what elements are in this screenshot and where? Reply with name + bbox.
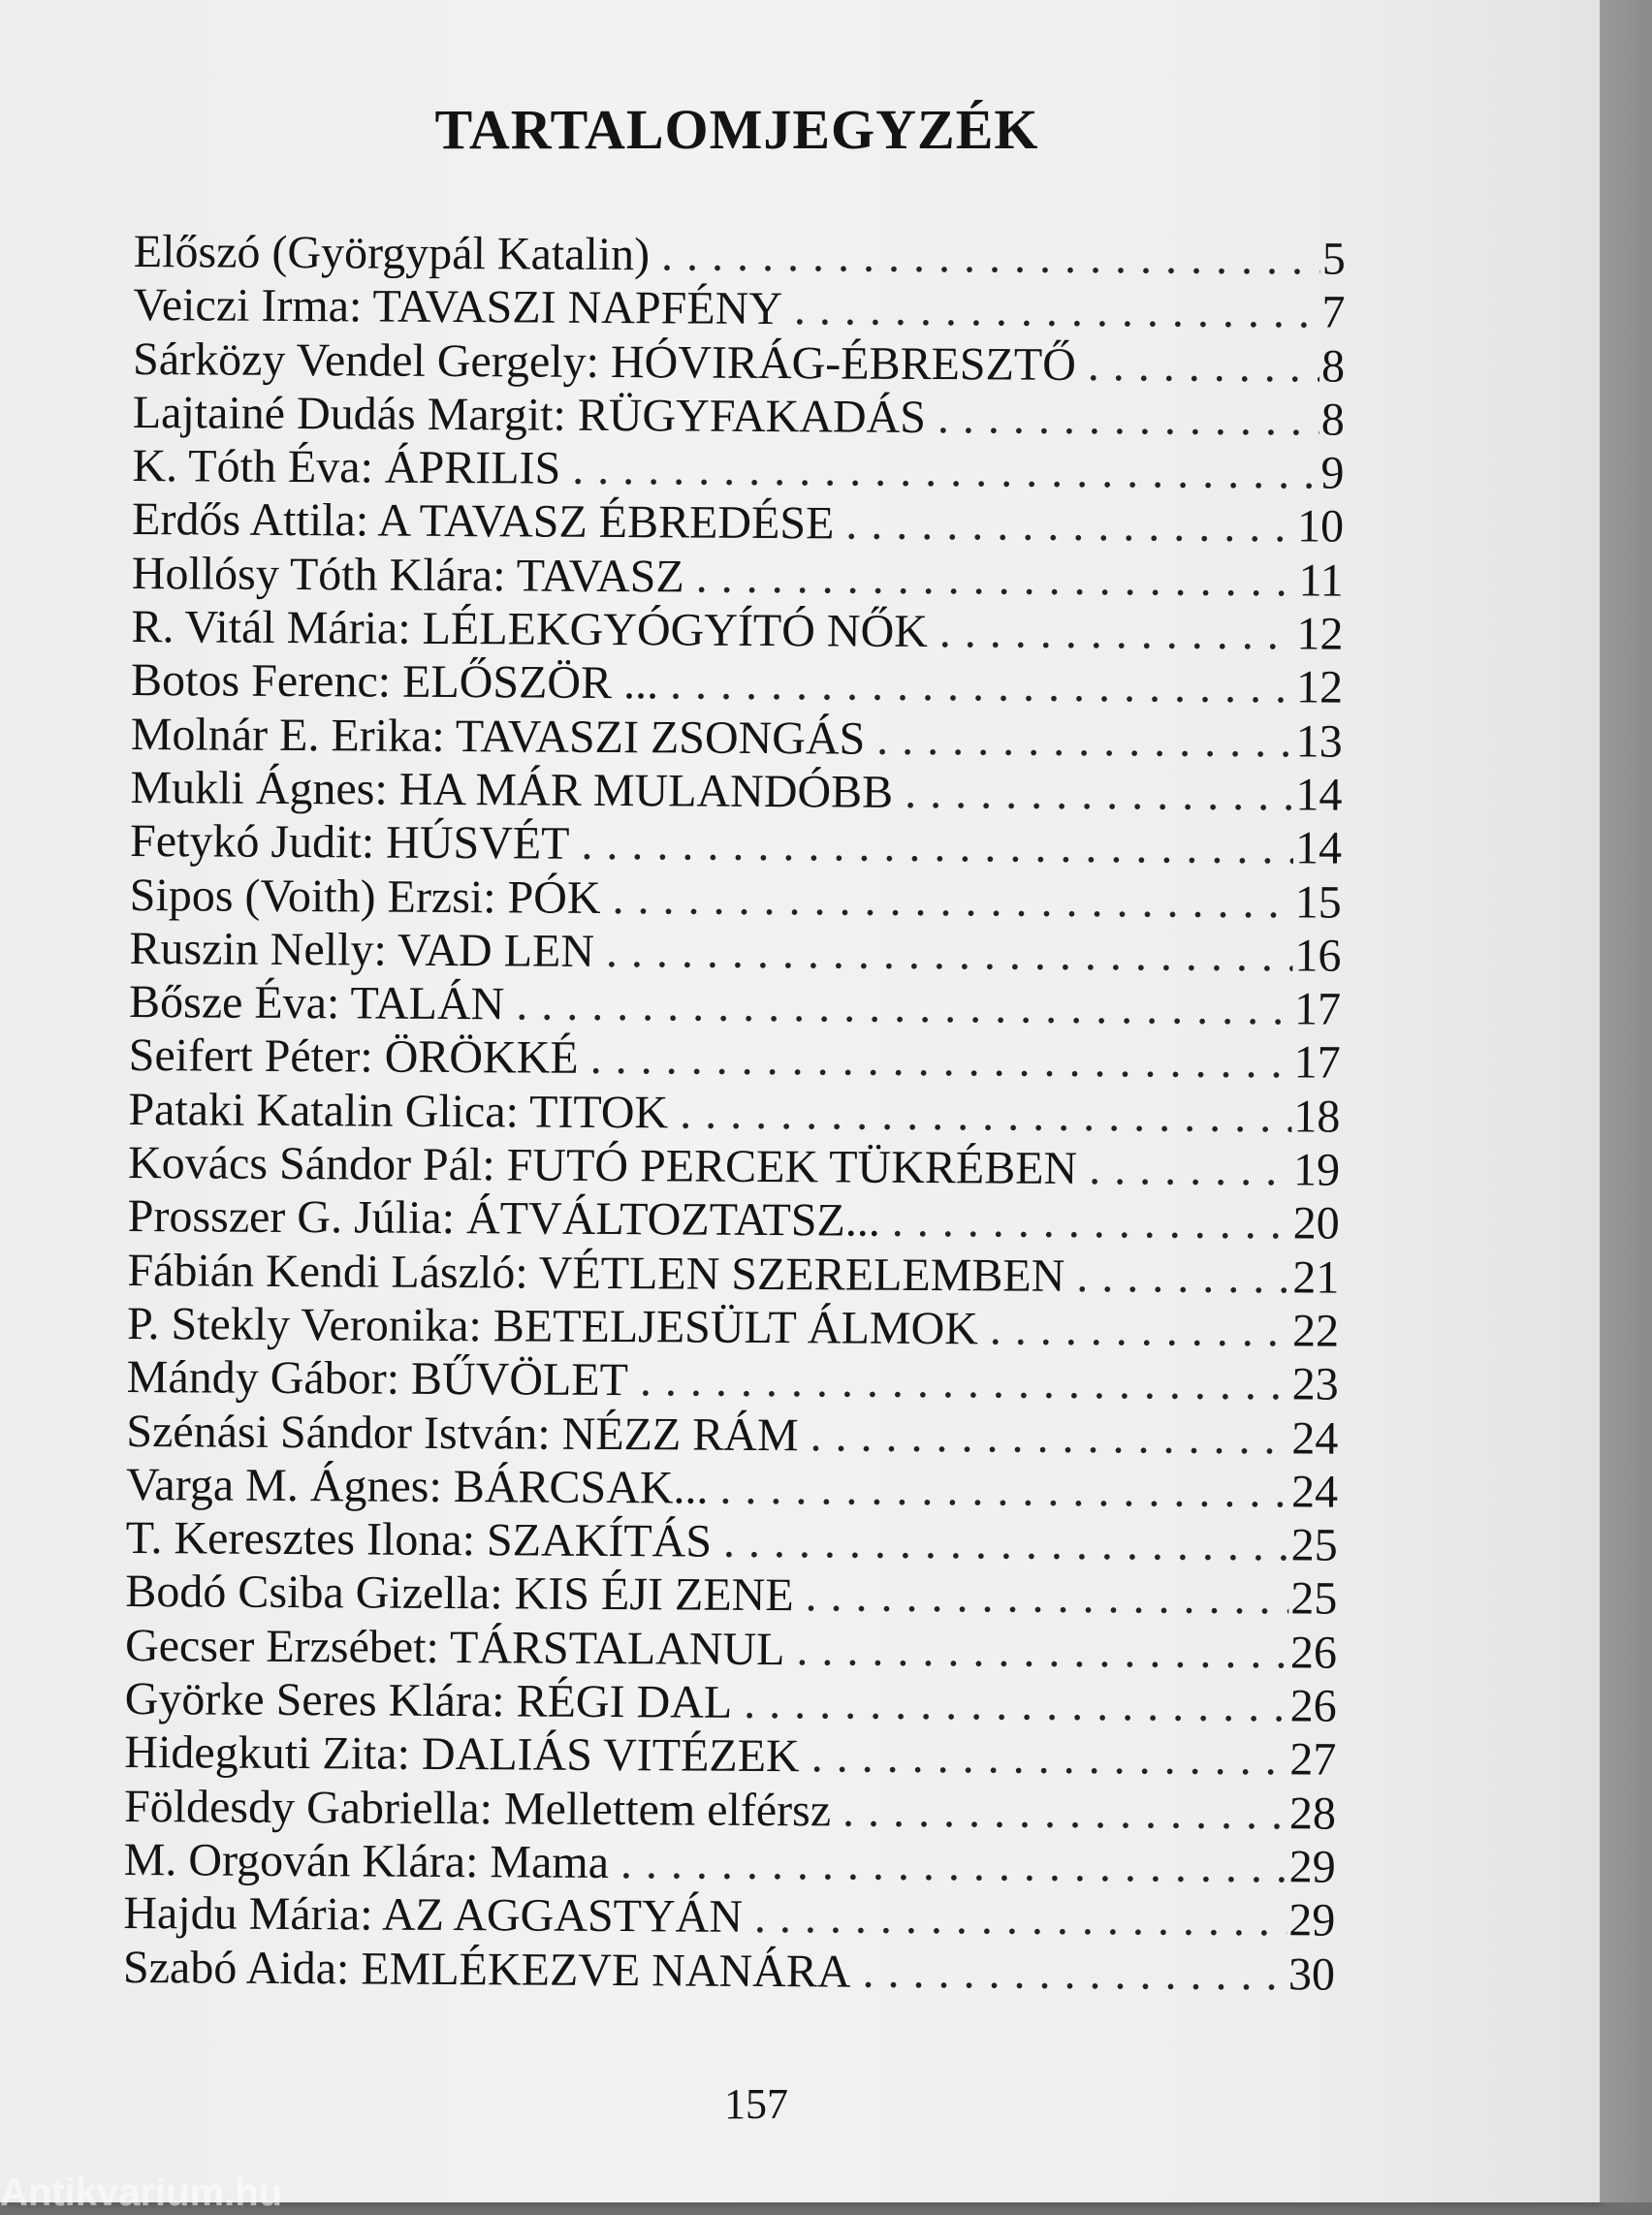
toc-entry-title: Erdős Attila: A TAVASZ ÉBREDÉSE <box>131 493 835 550</box>
toc-entry-page: 25 <box>1290 1519 1338 1571</box>
toc-dot-leader <box>1089 1142 1291 1197</box>
toc-dot-leader <box>723 1515 1289 1572</box>
toc-entry-title: M. Orgován Klára: Mama <box>123 1833 610 1888</box>
toc-entry-page: 30 <box>1287 1947 1336 2001</box>
toc-entry <box>130 761 1342 822</box>
toc-entry <box>125 1619 1337 1680</box>
toc-entry <box>129 1028 1341 1090</box>
toc-entry <box>128 1136 1340 1197</box>
toc-entry-page: 14 <box>1294 822 1343 874</box>
toc-entry <box>132 492 1344 554</box>
toc-dot-leader <box>744 1676 1288 1733</box>
toc-dot-leader <box>842 1784 1287 1840</box>
toc-dot-leader <box>640 1353 1290 1410</box>
toc-entry-title: Fetykó Judit: HÚSVÉT <box>129 815 570 870</box>
toc-entry-page: 22 <box>1291 1305 1340 1357</box>
toc-entry-page: 8 <box>1320 394 1345 446</box>
toc-entry-page: 26 <box>1289 1680 1337 1732</box>
toc-entry <box>123 1886 1335 1947</box>
toc-entry-page: 18 <box>1293 1091 1341 1143</box>
toc-entry-page: 24 <box>1290 1466 1339 1518</box>
toc-entry-title: Veiczi Irma: TAVASZI NAPFÉNY <box>133 279 783 335</box>
toc-entry-title: K. Tóth Éva: ÁPRILIS <box>132 440 561 494</box>
toc-entry <box>133 278 1345 339</box>
toc-entry <box>132 547 1344 608</box>
toc-dot-leader <box>794 282 1320 339</box>
toc-entry <box>133 332 1345 394</box>
toc-entry-title: Hollósy Tóth Klára: TAVASZ <box>131 547 684 603</box>
toc-entry-title: P. Stekly Veronika: BETELJESÜLT ÁLMOK <box>126 1297 979 1355</box>
toc-dot-leader <box>572 442 1319 500</box>
toc-entry <box>125 1672 1337 1733</box>
toc-dot-leader <box>811 1730 1288 1787</box>
toc-entry-title: T. Keresztes Ilona: SZAKÍTÁS <box>125 1512 713 1567</box>
toc-entry-title: Sárközy Vendel Gergely: HÓVIRÁG-ÉBRESZTŐ <box>132 332 1077 391</box>
toc-entry <box>131 708 1343 769</box>
toc-entry-page: 27 <box>1289 1733 1337 1786</box>
toc-dot-leader <box>612 871 1293 930</box>
toc-entry-title: Botos Ferenc: ELŐSZÖR ... <box>130 654 659 710</box>
toc-entry <box>128 1083 1340 1144</box>
toc-dot-leader <box>937 391 1319 447</box>
toc-dot-leader <box>1088 338 1320 394</box>
toc-dot-leader <box>680 1086 1292 1143</box>
toc-entry <box>127 1297 1339 1358</box>
toc-entry-title: Fábián Kendi László: VÉTLEN SZERELEMBEN <box>127 1244 1065 1302</box>
toc-entry-page: 17 <box>1293 1036 1341 1090</box>
toc-entry-title: R. Vitál Mária: LÉLEKGYÓGYÍTÓ NŐK <box>131 601 929 658</box>
toc-entry <box>130 814 1342 875</box>
toc-entry-page: 26 <box>1289 1627 1338 1679</box>
toc-entry <box>129 922 1341 983</box>
toc-entry-page: 17 <box>1293 983 1342 1035</box>
table-of-contents <box>123 225 1346 2001</box>
toc-entry-page: 28 <box>1288 1787 1337 1840</box>
toc-entry-title: Mándy Gábor: BŰVÖLET <box>126 1351 629 1407</box>
toc-dot-leader <box>805 1569 1288 1626</box>
toc-entry-page: 7 <box>1321 286 1346 338</box>
toc-dot-leader <box>661 228 1320 285</box>
watermark: Antikvarium.hu <box>0 2171 283 2214</box>
toc-entry-page: 11 <box>1298 554 1344 607</box>
toc-entry-page: 23 <box>1291 1358 1339 1410</box>
toc-entry <box>128 1189 1340 1250</box>
toc-entry-page: 19 <box>1292 1144 1341 1196</box>
toc-entry-title: Földesdy Gabriella: Mellettem elférsz <box>123 1780 832 1837</box>
toc-entry-page: 8 <box>1320 340 1346 393</box>
toc-entry-title: Hidegkuti Zita: DALIÁS VITÉZEK <box>124 1726 800 1783</box>
toc-dot-leader <box>862 1945 1287 2001</box>
toc-dot-leader <box>1076 1250 1290 1305</box>
toc-dot-leader <box>905 766 1294 822</box>
toc-dot-leader <box>581 817 1293 875</box>
toc-entry-title: Szabó Aida: EMLÉKEZVE NANÁRA <box>122 1941 851 1998</box>
toc-entry-page: 29 <box>1288 1894 1336 1946</box>
toc-entry <box>126 1405 1338 1466</box>
toc-dot-leader <box>796 1623 1288 1679</box>
toc-entry-title: Pataki Katalin Glica: TITOK <box>128 1083 669 1139</box>
toc-entry <box>130 869 1342 930</box>
toc-dot-leader <box>620 1836 1287 1893</box>
toc-dot-leader <box>810 1408 1289 1465</box>
toc-entry-title: Molnár E. Erika: TAVASZI ZSONGÁS <box>130 708 866 765</box>
toc-entry <box>124 1725 1336 1787</box>
toc-dot-leader <box>719 1462 1289 1519</box>
toc-dot-leader <box>516 978 1292 1036</box>
toc-entry-page: 25 <box>1290 1572 1338 1626</box>
toc-entry <box>124 1833 1336 1894</box>
toc-entry-title: Györke Seres Klára: RÉGI DAL <box>124 1672 733 1728</box>
toc-entry-page: 13 <box>1295 715 1343 768</box>
toc-entry-title: Hajdu Mária: AZ AGGASTYÁN <box>123 1887 744 1944</box>
toc-entry <box>131 600 1343 661</box>
toc-entry <box>134 225 1346 286</box>
toc-dot-leader <box>892 1194 1291 1250</box>
toc-dot-leader <box>606 925 1293 983</box>
toc-entry-title: Lajtainé Dudás Margit: RÜGYFAKADÁS <box>132 386 927 443</box>
toc-entry-page: 20 <box>1292 1197 1340 1250</box>
toc-entry-title: Prosszer G. Júlia: ÁTVÁLTOZTATSZ... <box>127 1190 881 1248</box>
toc-dot-leader <box>845 497 1295 554</box>
toc-entry-page: 16 <box>1294 930 1342 982</box>
toc-entry <box>126 1511 1338 1572</box>
toc-dot-leader <box>990 1302 1291 1357</box>
toc-entry-page: 12 <box>1296 608 1344 660</box>
toc-entry <box>132 439 1344 500</box>
toc-entry <box>127 1350 1339 1411</box>
toc-entry-title: Ruszin Nelly: VAD LEN <box>129 922 595 977</box>
toc-entry-title: Gecser Erzsébet: TÁRSTALANUL <box>124 1619 785 1675</box>
toc-dot-leader <box>670 657 1294 714</box>
toc-dot-leader <box>589 1031 1291 1090</box>
toc-entry <box>125 1565 1337 1626</box>
toc-entry-page: 21 <box>1292 1250 1340 1304</box>
toc-entry-title: Bodó Csiba Gizella: KIS ÉJI ZENE <box>125 1566 794 1622</box>
toc-entry-title: Bősze Éva: TALÁN <box>128 976 505 1030</box>
toc-entry <box>129 975 1341 1036</box>
toc-entry-page: 12 <box>1295 661 1344 714</box>
toc-entry-title: Sipos (Voith) Erzsi: PÓK <box>129 869 601 924</box>
toc-entry-page: 24 <box>1291 1411 1339 1465</box>
toc-entry <box>127 1244 1339 1305</box>
toc-entry-title: Mukli Ágnes: HA MÁR MULANDÓBB <box>130 761 894 818</box>
toc-entry-page: 10 <box>1296 500 1345 554</box>
next-page-edge <box>1600 0 1652 2202</box>
toc-entry <box>133 386 1345 447</box>
toc-entry-title: Kovács Sándor Pál: FUTÓ PERCEK TÜKRÉBEN <box>127 1137 1078 1195</box>
toc-entry-title: Seifert Péter: ÖRÖKKÉ <box>128 1029 579 1085</box>
toc-dot-leader <box>939 605 1295 661</box>
toc-entry <box>131 653 1343 714</box>
toc-entry-title: Szénási Sándor István: NÉZZ RÁM <box>126 1405 799 1461</box>
page-number: 157 <box>724 2080 788 2128</box>
toc-dot-leader <box>876 712 1294 768</box>
toc-dot-leader <box>754 1890 1287 1947</box>
toc-entry <box>124 1780 1336 1841</box>
toc-entry-page: 29 <box>1288 1841 1336 1893</box>
toc-entry-title: Varga M. Ágnes: BÁRCSAK... <box>125 1458 709 1514</box>
page-title: TARTALOMJEGYZÉK <box>434 98 1039 161</box>
toc-entry-page: 14 <box>1295 769 1343 821</box>
toc-entry <box>123 1940 1335 2001</box>
toc-entry-page: 15 <box>1294 875 1342 929</box>
toc-entry <box>126 1458 1338 1519</box>
toc-entry-page: 5 <box>1321 233 1346 285</box>
toc-entry-title: Előszó (Györgypál Katalin) <box>133 225 651 281</box>
toc-dot-leader <box>696 550 1297 607</box>
toc-entry-page: 9 <box>1320 447 1345 499</box>
